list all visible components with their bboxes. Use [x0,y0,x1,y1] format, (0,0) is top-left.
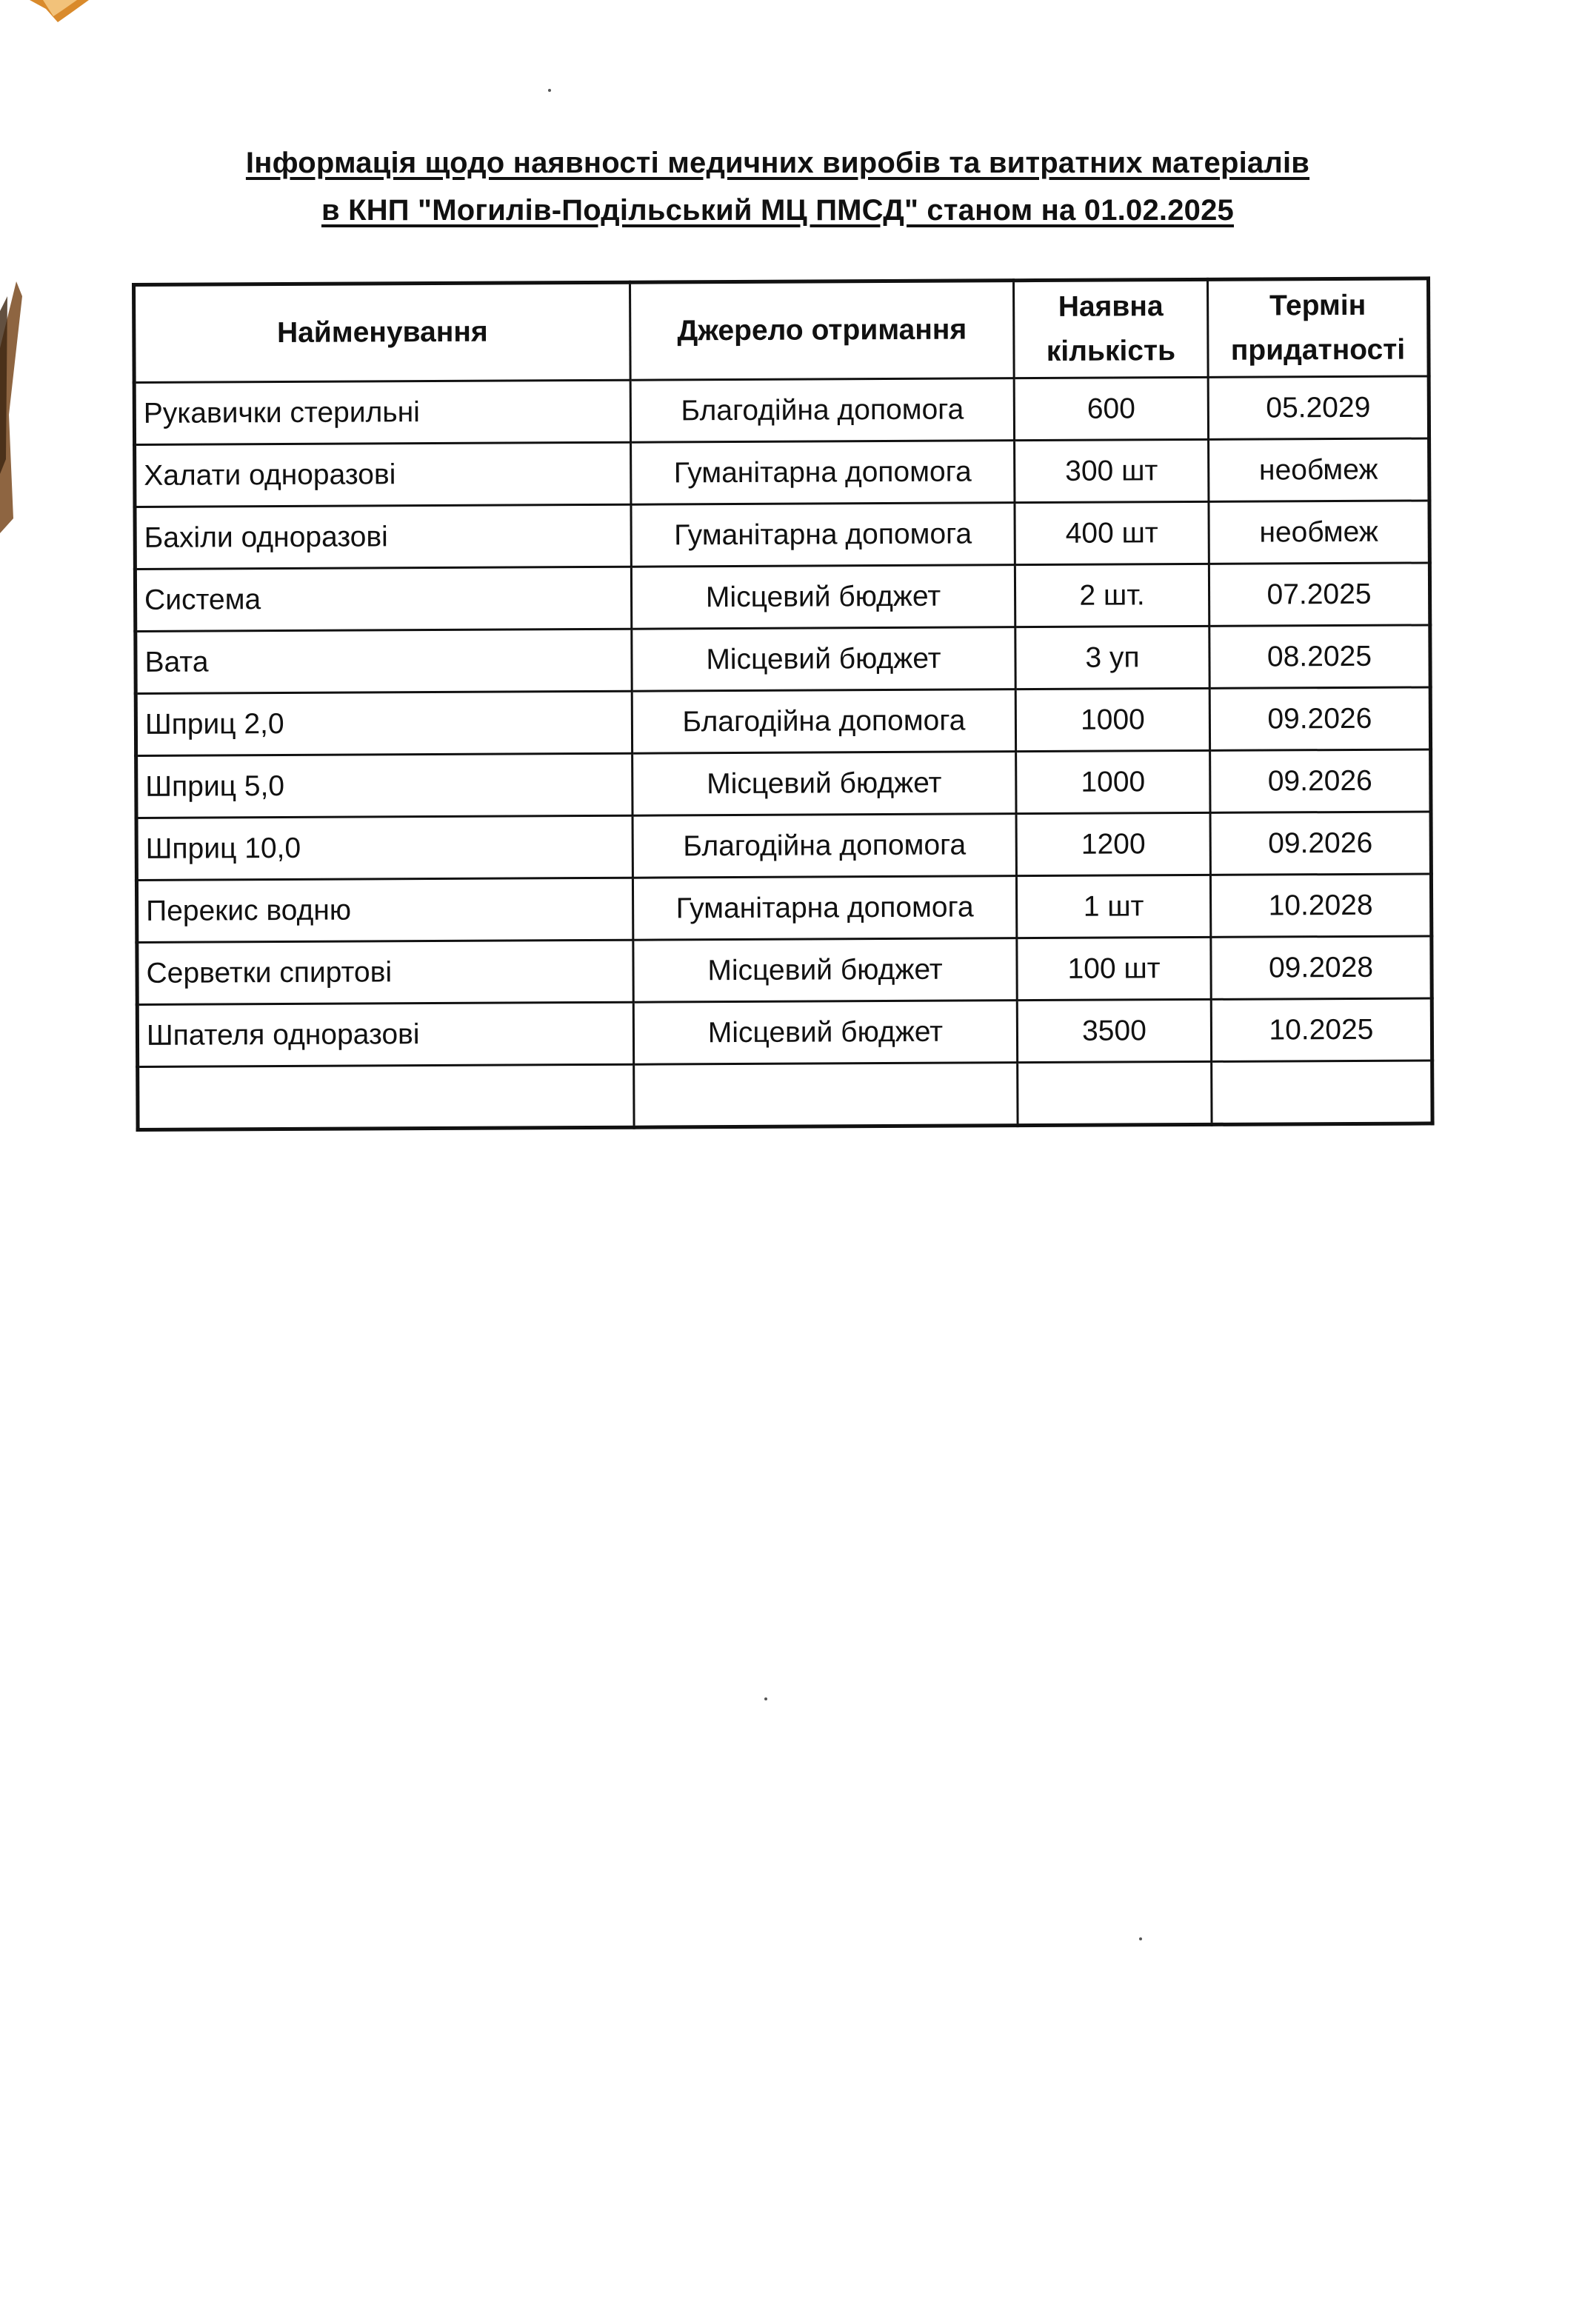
cell-expiry: 08.2025 [1209,625,1430,688]
cell-source: Місцевий бюджет [633,752,1016,816]
table-row [136,812,1431,881]
cell-name: Шприц 10,0 [136,815,633,880]
cell-name: Серветки спиртові [137,940,633,1004]
cell-expiry: необмеж [1209,501,1429,564]
cell-quantity: 1000 [1016,750,1210,813]
table-row [136,687,1430,756]
scan-speck [1139,1937,1142,1940]
cell-quantity: 600 [1014,377,1208,440]
cell-name: Шприц 2,0 [136,691,632,755]
cell-expiry: 09.2028 [1211,936,1432,999]
cell-quantity: 100 шт [1017,937,1211,1000]
cell-expiry: 09.2026 [1210,749,1431,812]
cell-quantity: 3500 [1017,999,1211,1062]
cell-expiry: 10.2028 [1210,874,1431,937]
supplies-table-container [132,276,1431,1132]
header-quantity [1013,279,1208,378]
cell-source: Благодійна допомога [633,814,1016,878]
cell-empty [138,1064,634,1129]
cell-name: Вата [136,629,632,693]
cell-source: Благодійна допомога [630,378,1014,443]
table-row-empty [138,1061,1432,1130]
table-row [135,438,1429,507]
cell-expiry: 05.2029 [1208,376,1429,439]
table-row [137,998,1432,1067]
cell-quantity: 300 шт [1015,439,1209,502]
header-quantity-line-1: Наявна [1058,290,1164,323]
cell-quantity: 400 шт [1015,501,1209,564]
cell-expiry: необмеж [1209,438,1429,501]
document-title [148,139,1407,234]
cell-empty [634,1063,1018,1128]
cell-quantity: 2 шт. [1015,564,1209,627]
table-header-row [134,278,1429,383]
cell-source: Місцевий бюджет [633,1001,1017,1065]
cell-name: Бахіли одноразові [135,504,631,569]
header-expiry-line-2: придатності [1230,333,1406,367]
scan-speck [548,89,551,92]
scan-speck [764,1697,767,1700]
cell-expiry: 07.2025 [1209,563,1429,626]
cell-source: Гуманітарна допомога [633,876,1016,941]
table-row [136,625,1430,694]
header-quantity-line-2: кількість [1046,335,1176,367]
cell-empty [1018,1061,1212,1125]
header-expiry-line-1: Термін [1269,289,1366,322]
header-name [134,282,631,382]
cell-name: Перекис водню [136,878,633,942]
table-row [136,874,1431,943]
table-row [135,563,1429,632]
table-row [134,376,1429,445]
cell-expiry: 10.2025 [1211,998,1432,1061]
cell-name: Шпателя одноразові [137,1002,633,1066]
scan-corner-fold [30,0,89,22]
title-line-1: Інформація щодо наявності медичних виробів та витратних матеріалів [245,147,1310,179]
cell-source: Місцевий бюджет [633,938,1017,1003]
header-source-label: Джерело отримання [677,313,967,347]
cell-quantity: 1000 [1015,688,1209,751]
title-line-2: в КНП "Могилів-Подільський МЦ ПМСД" станом на 01.02.2025 [321,194,1234,227]
table-row [135,501,1429,570]
scan-edge-artifact [0,0,89,563]
cell-expiry: 09.2026 [1210,812,1431,875]
cell-source: Місцевий бюджет [632,627,1015,692]
cell-source: Гуманітарна допомога [631,503,1015,567]
scan-corner-highlight [43,0,77,16]
supplies-table [132,276,1435,1132]
cell-name: Халати одноразові [135,442,631,507]
cell-source: Місцевий бюджет [631,565,1015,630]
cell-expiry: 09.2026 [1209,687,1430,750]
cell-source: Гуманітарна допомога [631,441,1015,505]
header-expiry [1207,278,1429,377]
cell-quantity: 1 шт [1016,875,1210,938]
header-name-label: Найменування [276,315,488,350]
header-source [630,281,1015,381]
table-row [137,936,1432,1005]
cell-source: Благодійна допомога [632,689,1015,754]
cell-name: Рукавички стерильні [134,380,630,444]
cell-quantity: 1200 [1016,812,1210,875]
scan-side-shadow [0,281,22,533]
cell-empty [1212,1061,1432,1124]
cell-name: Система [135,567,631,631]
table-row [136,749,1431,818]
cell-quantity: 3 уп [1015,626,1209,689]
cell-name: Шприц 5,0 [136,753,633,818]
scan-side-dark [0,296,7,474]
